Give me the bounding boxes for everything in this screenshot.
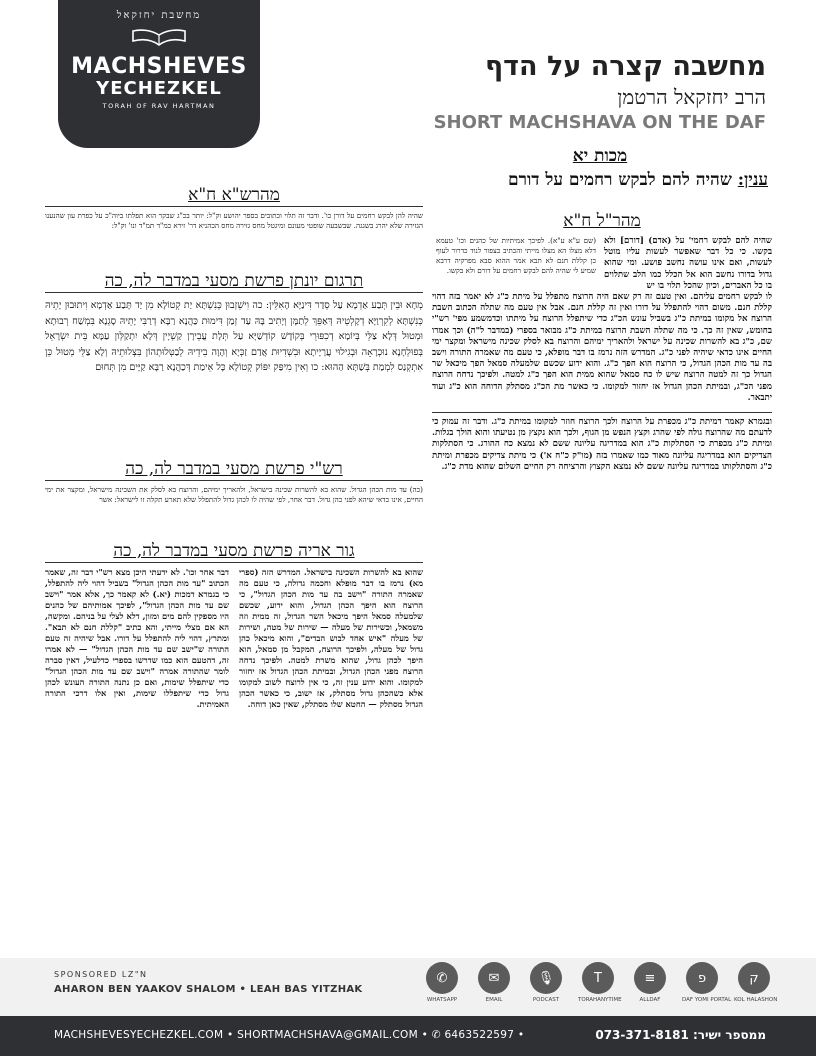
logo-tagline: TORAH OF RAV HARTMAN (102, 102, 216, 110)
inyan-label: ענין: (737, 170, 768, 190)
maharsha-section (45, 184, 423, 231)
targum-section (45, 270, 423, 376)
targum-title (45, 270, 423, 293)
inyan-text: שהיה להם לבקש רחמים על דורם (507, 170, 738, 190)
logo-hebrew: מחשבת יחזקאל (116, 10, 202, 21)
maharal-split (432, 236, 772, 292)
english-title: SHORT MACHSHAVA ON THE DAF (433, 112, 766, 133)
author-name: הרב יחזקאל הרטמן (617, 85, 766, 109)
rashi-section (45, 458, 423, 505)
link-caption: PODCAST (532, 997, 560, 1003)
rashi-title (45, 458, 423, 481)
gur-arye-right-column: שהוא בא להשרות השכינה בישראל. המדרש הזה (ספרי מא) נרמז בו דבר מופלא וחכמה גדולה, כי טעם מה שאמרה התורה "וישב בה עד מות הכהן הגדול", כי הרוצח הוא היפך הכהן הגדול, והוא ידוע, שכשם שלמעלה סמאל היפך מיכאל השר הגדול, זה ממית וזה משמאל, וכשירות של מעלה — שירות של מטה, ושירות של מעלה "איש אחד לבוש הבדים", והוא מיכאל כהן גדול של מעלה, ולפיכך הרוצח, המקבל מן סמאל, הוא היפך לכהן גדול, שהוא משרת למטה. ולפיכך נדחה הרוצח מפני הכהן הגדול, ובמיתת הכהן הגדול אז יחזור למקומו. והוא ידוע ענין זה, כי אין לרוצח לשוב למקומו אלא כשהכהן גדול מסתלק, אז ישוב, כי כאשר הכהן הגדול מסתלק — החטא שלו מסתלק, שאין כאן דוחה. (239, 567, 423, 709)
link-kol-halashon[interactable] (734, 962, 778, 1003)
sponsor-label: SPONSORED LZ"N (54, 970, 148, 979)
email-icon[interactable]: ✉ (478, 962, 510, 994)
maharal-footnote: (שם ע"א ע"א). לפיכך אמיתיות של כהנים וכו' טעמא דלא מצלו הא מצלו מייתי והכתיב כצפור לנוד כדרור לעוף כן קללת חנם לא תבא אמר ההוא סבא מפרקיה דרבא שמיע לי שהיה להם לבקש רחמים על דורם ולא בקשו. (436, 236, 596, 275)
link-whatsapp[interactable] (422, 962, 462, 1003)
maharsha-title (45, 184, 423, 207)
maharal-main-text: שהיה להם לבקש רחמי' על (אדם) [דורם] ולא בקשו. כי כל דבר שאפשר לעשות עליו מוטל לעשות, ואם אינו עושה נחשב פושע. ומי שהוא גדול בדורו נחשב הוא אל הכלל כמו הלב שתלוים בו כל האברים, וכיון שהכל תלוי בו יש (604, 236, 772, 291)
maharsha-title-text: מהרש"א ח"א (188, 185, 280, 205)
link-caption: KOL HALASHON (734, 997, 778, 1003)
targum-text: מְחָא וּבֵין תְּבַע אַדְמָא עַל סְדַר דִּינַיָּא הָאִלֵּין: כה וִישֵׁזְבוּן כְּנִשְׁתָּא יַת קְטוֹלָא מִן יַד תָּבַע אַדְמָא וִיתוּבוּן יָתֵיהּ כְּנִשְׁתָּא לְקִרְוַיָּא דְקָלְטֵיהּ דְּאַפֵּךְ לְתַמָּן וְיָתִיב בָּהּ עַד זְמַן דִּימוּת כַּהֲנָא רַבָּא דְרַבִּי יָתֵיהּ סָגְנָא בִּמְשַׁח רְבוּתָא וּמְטוּל דְּלָא צַלֵּי בְּיוֹמָא דְכִפּוּרֵי בְּקוֹדֶשׁ קוֹדְשַׁיָּא עַל תְּלָת עֲבֵירָן קַשְׁיָין דְּלָא יִתְקַלְּון עַמָּא בֵּית יִשְׂרָאֵל בְּפוּלְחָנָא נוּכְרָאָה וּבְגִילוּי עֲרָיָיתָא וּבִשְׁדִיוּת אֲדַם זַכְּיָא וְהָוָה בִידֵיהּ לְבַטְּלוּתְהוֹן בִּצְלוּתֵיהּ וְלָא צַלֵּי מְטוּל כֵּן אִתְקְנַס לִמְמַת בְּשַׁתָּא הַהוּא: כו וְאִין מִיפַּק יִפּוֹק קְטוֹלָא כָּל אֵימַת דְּכַהֲנָא רַבָּא קַיָּים מִן תְּחוּם (45, 300, 423, 373)
footer-contact[interactable]: MACHSHEVESYECHEZKEL.COM • SHORTMACHSHAVA@GMAIL.COM • ✆ 6463522597 • (54, 1029, 525, 1041)
gur-arye-title (45, 540, 423, 563)
gur-arye-section (45, 540, 423, 710)
maharsha-text: שהיה להן לבקש רחמים על דורן כו'. ודבר זה תלוי וכתובים בספר יהושע וק"ל: יותר בכ"ג שבקר הוא תפלתו ביוה"כ על כפרת עון שהנענו הגזירה שלא יהרג בשגגה. שבשבעה שופטי מעונם ומיגטל מחס גזירה מחס הכהניא דר' זירא כמ"ד תמ"ד ונו' וק"ל: (45, 211, 423, 230)
maharal-title: מהר"ל ח"א (563, 211, 641, 231)
inyan-heading (428, 170, 768, 190)
rashi-text: (כה) עד מות הכהן הגדול. שהוא בא להשרות שכינה בישראל, ולהאריך ימיהם, והרוצח בא לסלק את השכינה מישראל, ומקצר את ימי החיים, אינו כדאי שיהא לפני כהן גדול. דבר אחר, לפי שהיה לו לכהן גדול להתפלל שלא תארע תקלה זו לישראל: אשר (45, 485, 423, 504)
sponsor-names: AHARON BEN YAAKOV SHALOM • LEAH BAS YITZHAK (54, 984, 363, 995)
link-alldaf[interactable] (630, 962, 670, 1003)
footer (0, 1016, 816, 1056)
masechta-heading: מכות יא (572, 146, 628, 166)
link-icons (422, 962, 778, 1003)
dafyomi-portal-icon[interactable]: פ (686, 962, 718, 994)
logo (58, 0, 260, 148)
book-icon (129, 27, 189, 49)
targum-title-text: תרגום יונתן פרשת מסעי במדבר לה, כה (104, 271, 364, 291)
link-torahanytime[interactable] (578, 962, 622, 1003)
logo-line2: YECHEZKEL (96, 78, 222, 99)
link-podcast[interactable] (526, 962, 566, 1003)
link-caption: DAF YOMI PORTAL (682, 997, 732, 1003)
maharal-continued-text: לו לבקש רחמים עליהם. ואין טעם זה רק שאם היה הרוצח מתפלל על מיתת כ"ג לא יאמר בזה דהוי קללת חנם. משום דהוי להתפלל על דורו ואין זה קללת חנם. אבל אין טעם מה שתלה הכתוב השבת הרוצח אל מקומו במיתת כ"ג בשביל עונש הכ"ג כדי שיתפלל הרוצח על מיתתו וכדמשמע מפי' רש"י בחומש, שאין זה כך. כי מה שתלה השבת הרוצח במיתת כ"ג מבואר בספרי (במדבר ל"ה) וכך אמרו שם, כ"ג בא להשרות שכינה על ישראל ולהאריך ימיהם והרוצח בא לסלק שכינה מישראל ומקצר ימי החיים אינו כדאי שיהיה לפני כ"ג. המדרש הזה נרמז בו דבר מופלא, כי טעם מה שאמרה התורה וישב בה עד מות הכהן הגדול, כי הרוצח הוא הפך כ"ג. והוא ידוע שכשם שלמעלה סמאל הפך מיכאל שר הגדול כך זה למטה הרוצח שיש לו כח סמאל שהוא ממית הוא הפך כ"ג למטה. ולפיכך נדחה הרוצח מפני הכ"ג, ובמיתת הכהן הגדול אז יחזור למקומו. כי כאשר מת הכ"ג מסתלק הדוחה הוא כ"ג ועוד יתבאר. (432, 292, 772, 403)
maharal-section (432, 210, 772, 473)
torahanytime-icon[interactable]: T (582, 962, 614, 994)
page-title: מחשבה קצרה על הדף (484, 51, 766, 82)
gur-arye-title-text: גור אריה פרשת מסעי במדבר לה, כה (113, 541, 355, 561)
alldaf-icon[interactable]: ≡ (634, 962, 666, 994)
link-caption: ALLDAF (639, 997, 661, 1003)
logo-line1: MACHSHEVES (71, 54, 247, 79)
link-caption: TORAHANYTIME (578, 997, 622, 1003)
rashi-title-text: רש"י פרשת מסעי במדבר לה, כה (125, 459, 343, 479)
gur-arye-left-column: דבר אחר וכו'. לא ידעתי היכן מצא רש"י דבר זה, שאמר הכתוב "עד מות הכהן הגדול" בשביל דהוי ליה להתפלל, כי בגמרא דמכות (יא.) לא קאמר כך, אלא אמר "וישב שם עד מות הכהן הגדול", לפיכך אמותיהם של כהנים היו מספקין להם מים ומזון, דלא לצלי על בניהם. ומקשה, הא אם מצלי מייתי, והא כתיב "קללת חנם לא תבא". ומתרץ, דהוי ליה להתפלל על דורו. אבל שיהיה זה טעם התורה ש"ישב שם עד מות הכהן הגדול" — לא אמרו זה, דהטעם הוא כמו שדרשו בספרי כדלעיל, דאין סברה לומר שהתורה אמרה "וישב שם עד מות הכהן הגדול" כדי שיתפלל שימות, ואם כן נתנה התורה העונש לכהן גדול כדי שיתפללו שימות, ואין אלו דרכי התורה האמיתית. (45, 567, 229, 709)
link-daf-yomi-portal[interactable] (682, 962, 732, 1003)
link-email[interactable] (474, 962, 514, 1003)
maharal-gemara-text: ובגמרא קאמר דמיתת כ"ג מכפרת על הרוצח ולכך הרוצח חוזר למקומו במיתת כ"ג. ודבר זה עמוק כי לדעתם מה שהרוצח גולה לפי שהרג וקצץ הנפש מן הגוף, ולכך הוא נקצץ מן נטיעתו והוא הולך בגלות. ומיתת כ"ג מכפרת כי הסתלקות כ"ג הוא במדריגה עליונה ששם לא נמצא כח ההורג. כי הסתלקות הצדיקים הוא במדריגה עליונה מאוד כמו שאמרו בזה (מו"ק כ"ח א') כי מיתת צדיקים מכפרת ומיתת כ"ג והסתלקותו במדריגה עליונה ששם לא נמצא הקצוץ והרציחה רק החיים השלום שהוא מדת כ"ג. (432, 412, 772, 473)
link-caption: EMAIL (485, 997, 503, 1003)
kolhalashon-icon[interactable]: ק (738, 962, 770, 994)
footer-phone[interactable]: ממספר ישיר: 073-371-8181 (595, 1028, 766, 1042)
link-caption: WHATSAPP (426, 997, 458, 1003)
whatsapp-icon[interactable]: ✆ (426, 962, 458, 994)
gur-arye-columns (45, 567, 423, 710)
sponsor-bar (0, 958, 816, 1016)
podcast-icon[interactable]: 🎙 (530, 962, 562, 994)
header (434, 52, 766, 134)
